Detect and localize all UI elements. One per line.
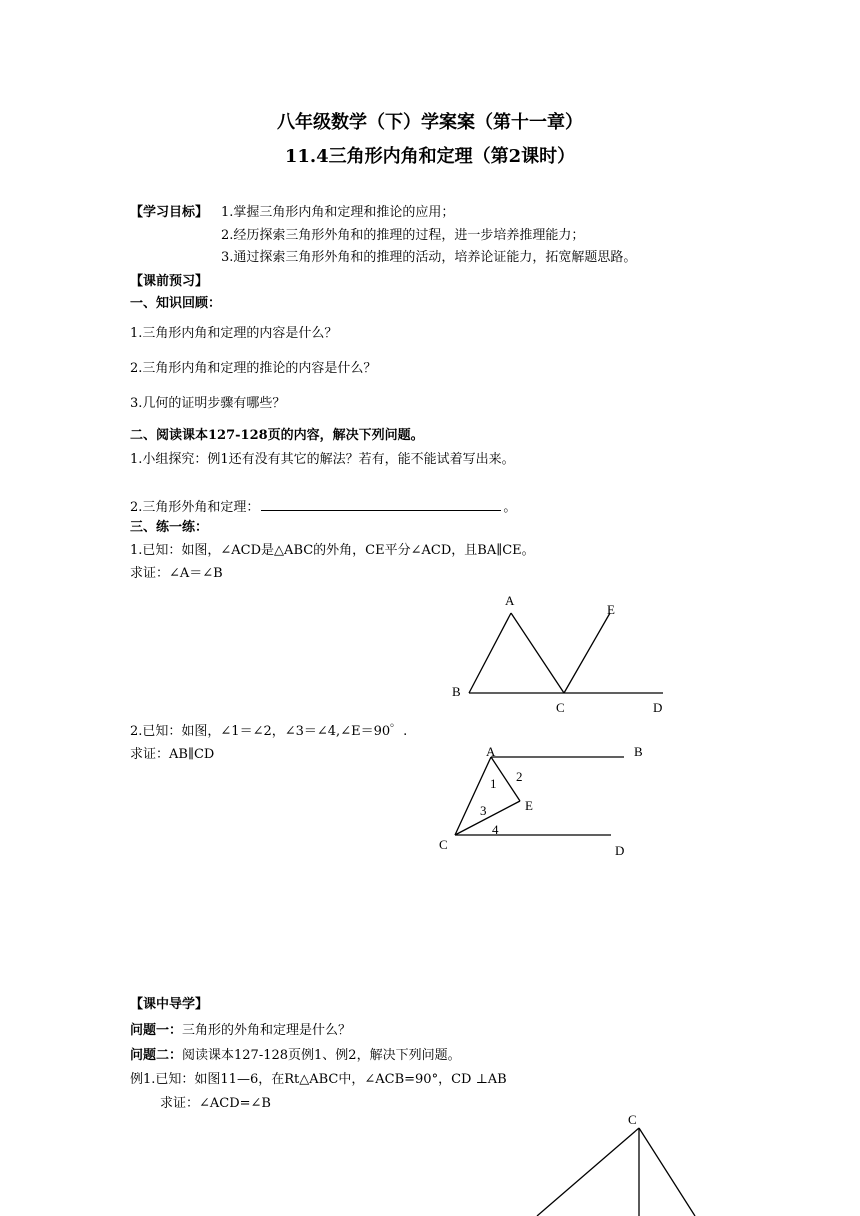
fig3-label-c: C (628, 1112, 637, 1127)
fig2-label-e: E (525, 798, 533, 813)
reading-question-2-end: 。 (503, 500, 517, 515)
section-reading-title: 二、阅读课本127-128页的内容，解决下列问题。 (130, 428, 424, 443)
review-question-2: 2.三角形内角和定理的推论的内容是什么？ (130, 361, 377, 376)
practice-2-prove: 求证：AB∥CD (130, 747, 215, 762)
figure-1 (469, 613, 663, 693)
example-1-given: 例1.已知：如图11—6，在Rt△ABC中，∠ACB=90°，CD ⊥AB (130, 1072, 507, 1087)
fig1-line-ac (511, 613, 564, 693)
fig2-label-d: D (615, 843, 625, 858)
fig2-angle-4: 4 (492, 822, 499, 837)
practice-1-prove: 求证：∠A＝∠B (130, 566, 223, 581)
fig2-angle-3: 3 (480, 803, 487, 818)
guide-question-2-label: 问题二： (130, 1048, 183, 1063)
goal-item-2: 2.经历探索三角形外角和的推理的过程，进一步培养推理能力； (221, 228, 585, 243)
guide-question-2-text: 阅读课本127-128页例1、例2，解决下列问题。 (182, 1048, 461, 1063)
reading-question-1: 1.小组探究：例1还有没有其它的解法？若有，能不能试着写出来。 (130, 452, 515, 467)
review-question-1: 1.三角形内角和定理的内容是什么？ (130, 326, 338, 341)
guide-question-1-text: 三角形的外角和定理是什么？ (182, 1023, 352, 1038)
review-question-3: 3.几何的证明步骤有哪些？ (130, 396, 286, 411)
practice-1-given: 1.已知：如图，∠ACD是△ABC的外角，CE平分∠ACD，且BA∥CE。 (130, 543, 535, 558)
practice-2-given: 2.已知：如图，∠1＝∠2，∠3＝∠4,∠E＝90゜. (130, 724, 408, 739)
fig1-label-d: D (653, 700, 663, 715)
fig1-line-ba (469, 613, 511, 693)
goal-item-3: 3.通过探索三角形外角和的推理的活动，培养论证能力，拓宽解题思路。 (221, 250, 637, 265)
fig1-label-b: B (452, 684, 461, 699)
section-review-title: 一、知识回顾： (130, 296, 222, 311)
guide-label: 【课中导学】 (130, 997, 209, 1012)
guide-question-1-label: 问题一： (130, 1023, 183, 1038)
fig1-label-a: A (505, 593, 515, 608)
fig2-line-ce (455, 801, 520, 835)
reading-question-2-text: 2.三角形外角和定理： (130, 500, 260, 515)
fig2-label-c: C (439, 837, 448, 852)
goals-label: 【学习目标】 (130, 205, 209, 220)
fig2-angle-1: 1 (490, 776, 497, 791)
fig1-label-c: C (556, 700, 565, 715)
example-1-prove: 求证：∠ACD=∠B (160, 1096, 271, 1111)
fig1-label-e: E (607, 602, 615, 617)
section-practice-title: 三、练一练： (130, 520, 209, 535)
preview-label: 【课前预习】 (130, 274, 209, 289)
goal-item-1: 1.掌握三角形内角和定理和推论的应用； (221, 205, 455, 220)
fig2-angle-2: 2 (516, 769, 523, 784)
document-title: 八年级数学（下）学案案（第十一章） (277, 112, 583, 133)
lesson-title: 11.4三角形内角和定理（第2课时） (284, 146, 576, 167)
fig3-line-ca (537, 1128, 639, 1216)
fig2-label-a: A (486, 744, 496, 759)
fig3-line-cb (639, 1128, 695, 1216)
fig1-line-ce (564, 613, 610, 693)
fig2-label-b: B (634, 744, 643, 759)
figure-2 (455, 757, 624, 835)
figure-3 (537, 1128, 695, 1216)
fig2-line-ac (455, 757, 491, 835)
